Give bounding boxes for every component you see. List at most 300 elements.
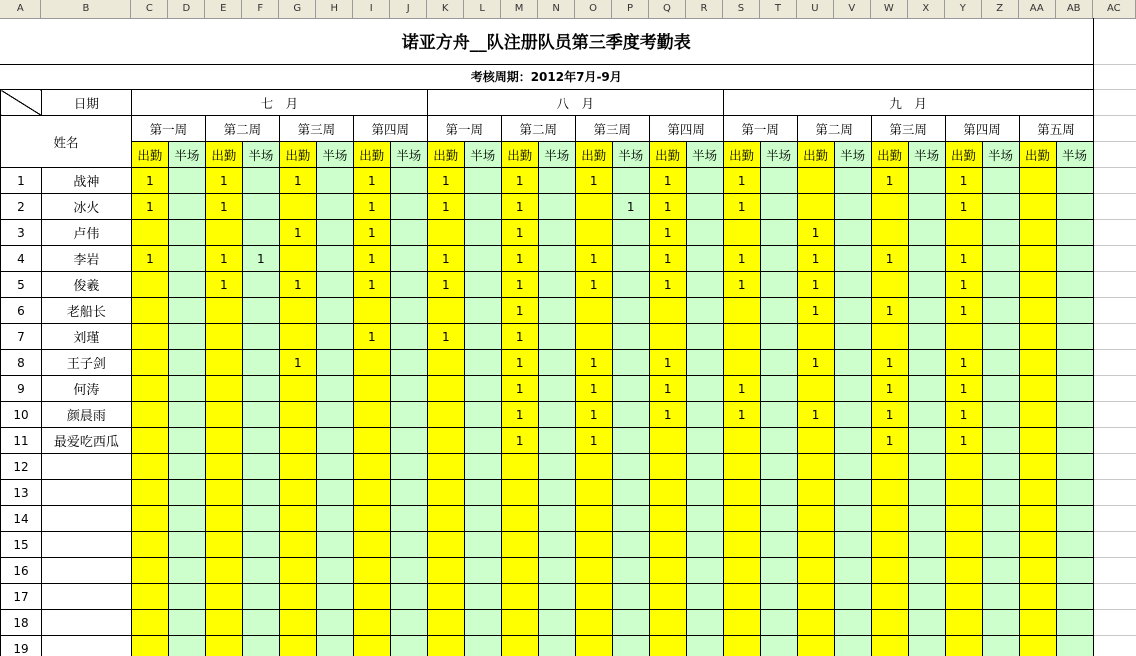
present-cell[interactable] — [427, 298, 464, 324]
present-cell[interactable]: 1 — [501, 428, 538, 454]
present-cell[interactable]: 1 — [205, 168, 242, 194]
half-cell[interactable] — [686, 246, 723, 272]
week-header[interactable]: 第三周 — [279, 116, 353, 142]
column-header-f[interactable]: F — [242, 0, 279, 18]
present-cell[interactable]: 1 — [279, 220, 316, 246]
half-cell[interactable] — [760, 636, 797, 656]
cell-ac[interactable] — [1093, 454, 1136, 480]
present-cell[interactable] — [1019, 402, 1056, 428]
half-cell[interactable] — [168, 324, 205, 350]
half-cell[interactable] — [242, 194, 279, 220]
cell-ac[interactable] — [1093, 142, 1136, 168]
half-cell[interactable] — [982, 194, 1019, 220]
half-cell[interactable] — [908, 506, 945, 532]
half-cell[interactable] — [612, 480, 649, 506]
cell-ac[interactable] — [1093, 480, 1136, 506]
present-header[interactable]: 出勤 — [279, 142, 316, 168]
row-number[interactable]: 6 — [1, 298, 42, 324]
present-cell[interactable] — [871, 220, 908, 246]
present-cell[interactable] — [131, 298, 168, 324]
half-cell[interactable] — [168, 428, 205, 454]
member-name[interactable] — [41, 454, 131, 480]
present-cell[interactable]: 1 — [427, 194, 464, 220]
present-cell[interactable] — [723, 506, 760, 532]
cell-ac[interactable] — [1093, 194, 1136, 220]
present-cell[interactable] — [205, 610, 242, 636]
present-cell[interactable] — [131, 454, 168, 480]
cell-ac[interactable] — [1093, 428, 1136, 454]
present-cell[interactable] — [131, 506, 168, 532]
present-cell[interactable] — [649, 584, 686, 610]
present-cell[interactable] — [1019, 558, 1056, 584]
date-label[interactable]: 日期 — [41, 90, 131, 116]
half-cell[interactable] — [538, 324, 575, 350]
half-cell[interactable] — [390, 428, 427, 454]
name-label[interactable]: 姓名 — [1, 116, 132, 168]
present-cell[interactable] — [131, 272, 168, 298]
present-cell[interactable] — [945, 636, 982, 656]
half-cell[interactable] — [760, 402, 797, 428]
half-cell[interactable] — [316, 584, 353, 610]
present-cell[interactable] — [501, 532, 538, 558]
present-cell[interactable]: 1 — [871, 402, 908, 428]
week-header[interactable]: 第一周 — [427, 116, 501, 142]
row-number[interactable]: 15 — [1, 532, 42, 558]
half-cell[interactable] — [390, 220, 427, 246]
present-cell[interactable] — [427, 350, 464, 376]
half-header[interactable]: 半场 — [760, 142, 797, 168]
half-cell[interactable] — [464, 220, 501, 246]
column-header-n[interactable]: N — [538, 0, 575, 18]
present-cell[interactable] — [871, 506, 908, 532]
half-cell[interactable] — [686, 454, 723, 480]
present-cell[interactable]: 1 — [279, 272, 316, 298]
half-cell[interactable] — [982, 532, 1019, 558]
half-cell[interactable] — [834, 298, 871, 324]
half-cell[interactable] — [242, 272, 279, 298]
present-cell[interactable] — [575, 532, 612, 558]
half-cell[interactable] — [168, 246, 205, 272]
present-cell[interactable] — [1019, 272, 1056, 298]
half-cell[interactable] — [908, 220, 945, 246]
present-cell[interactable] — [871, 272, 908, 298]
half-cell[interactable] — [982, 454, 1019, 480]
present-cell[interactable] — [205, 532, 242, 558]
half-cell[interactable] — [242, 636, 279, 656]
half-cell[interactable] — [242, 558, 279, 584]
half-cell[interactable] — [908, 454, 945, 480]
half-cell[interactable] — [1056, 194, 1093, 220]
column-header-h[interactable]: H — [316, 0, 353, 18]
half-cell[interactable] — [1056, 324, 1093, 350]
present-cell[interactable] — [871, 610, 908, 636]
present-cell[interactable] — [279, 480, 316, 506]
present-cell[interactable]: 1 — [945, 428, 982, 454]
cell-ac[interactable] — [1093, 220, 1136, 246]
half-cell[interactable] — [464, 402, 501, 428]
present-cell[interactable]: 1 — [649, 350, 686, 376]
present-cell[interactable]: 1 — [575, 272, 612, 298]
half-cell[interactable] — [390, 272, 427, 298]
present-cell[interactable] — [131, 532, 168, 558]
half-cell[interactable] — [390, 194, 427, 220]
half-header[interactable]: 半场 — [834, 142, 871, 168]
present-cell[interactable] — [427, 610, 464, 636]
present-cell[interactable]: 1 — [575, 428, 612, 454]
present-cell[interactable] — [797, 194, 834, 220]
column-header-b[interactable]: B — [41, 0, 131, 18]
half-cell[interactable] — [686, 610, 723, 636]
month-header-7[interactable]: 七 月 — [131, 90, 427, 116]
half-cell[interactable] — [612, 584, 649, 610]
half-cell[interactable] — [982, 636, 1019, 656]
row-number[interactable]: 17 — [1, 584, 42, 610]
week-header[interactable]: 第一周 — [723, 116, 797, 142]
half-cell[interactable] — [390, 168, 427, 194]
row-number[interactable]: 12 — [1, 454, 42, 480]
half-cell[interactable] — [390, 324, 427, 350]
present-header[interactable]: 出勤 — [575, 142, 612, 168]
half-cell[interactable] — [168, 506, 205, 532]
half-header[interactable]: 半场 — [168, 142, 205, 168]
row-number[interactable]: 7 — [1, 324, 42, 350]
half-cell[interactable] — [242, 376, 279, 402]
half-cell[interactable] — [242, 610, 279, 636]
half-cell[interactable] — [834, 194, 871, 220]
present-cell[interactable] — [797, 454, 834, 480]
present-cell[interactable]: 1 — [501, 402, 538, 428]
present-cell[interactable] — [279, 454, 316, 480]
member-name[interactable] — [41, 636, 131, 656]
half-header[interactable]: 半场 — [1056, 142, 1093, 168]
half-cell[interactable] — [1056, 298, 1093, 324]
half-cell[interactable] — [538, 272, 575, 298]
half-cell[interactable] — [464, 194, 501, 220]
present-cell[interactable] — [649, 636, 686, 656]
present-cell[interactable]: 1 — [797, 246, 834, 272]
half-cell[interactable] — [464, 298, 501, 324]
half-cell[interactable] — [908, 168, 945, 194]
present-cell[interactable] — [945, 480, 982, 506]
present-cell[interactable] — [575, 454, 612, 480]
half-cell[interactable] — [168, 168, 205, 194]
half-cell[interactable] — [316, 454, 353, 480]
present-cell[interactable] — [797, 324, 834, 350]
half-cell[interactable] — [242, 454, 279, 480]
present-cell[interactable] — [501, 506, 538, 532]
half-cell[interactable] — [464, 584, 501, 610]
half-cell[interactable] — [464, 532, 501, 558]
half-cell[interactable] — [538, 194, 575, 220]
half-cell[interactable] — [982, 220, 1019, 246]
present-cell[interactable] — [427, 506, 464, 532]
present-cell[interactable]: 1 — [501, 220, 538, 246]
half-cell[interactable] — [686, 298, 723, 324]
present-cell[interactable] — [427, 532, 464, 558]
half-cell[interactable] — [760, 168, 797, 194]
present-cell[interactable] — [205, 324, 242, 350]
present-cell[interactable] — [205, 454, 242, 480]
present-cell[interactable] — [1019, 532, 1056, 558]
present-cell[interactable] — [205, 402, 242, 428]
half-cell[interactable] — [982, 402, 1019, 428]
member-name[interactable]: 老船长 — [41, 298, 131, 324]
present-header[interactable]: 出勤 — [871, 142, 908, 168]
week-header[interactable]: 第二周 — [205, 116, 279, 142]
half-cell[interactable] — [686, 376, 723, 402]
column-header-i[interactable]: I — [353, 0, 390, 18]
half-cell[interactable] — [612, 246, 649, 272]
half-cell[interactable] — [1056, 558, 1093, 584]
half-cell[interactable] — [316, 246, 353, 272]
present-header[interactable]: 出勤 — [797, 142, 834, 168]
cell-ac[interactable] — [1093, 636, 1136, 656]
half-cell[interactable] — [538, 480, 575, 506]
half-cell[interactable] — [908, 298, 945, 324]
present-cell[interactable] — [945, 220, 982, 246]
half-cell[interactable] — [316, 428, 353, 454]
present-cell[interactable] — [353, 480, 390, 506]
half-cell[interactable] — [982, 168, 1019, 194]
column-header-c[interactable]: C — [131, 0, 168, 18]
cell-ac[interactable] — [1093, 376, 1136, 402]
half-cell[interactable] — [168, 272, 205, 298]
half-cell[interactable] — [242, 584, 279, 610]
half-cell[interactable] — [464, 246, 501, 272]
half-cell[interactable] — [834, 324, 871, 350]
column-header-r[interactable]: R — [685, 0, 722, 18]
present-cell[interactable] — [205, 480, 242, 506]
half-cell[interactable] — [760, 532, 797, 558]
half-cell[interactable] — [1056, 220, 1093, 246]
present-cell[interactable] — [649, 454, 686, 480]
present-cell[interactable] — [723, 610, 760, 636]
present-cell[interactable] — [205, 506, 242, 532]
present-cell[interactable]: 1 — [353, 194, 390, 220]
present-cell[interactable]: 1 — [501, 298, 538, 324]
half-cell[interactable] — [834, 272, 871, 298]
half-cell[interactable] — [538, 246, 575, 272]
present-cell[interactable] — [501, 454, 538, 480]
member-name[interactable] — [41, 532, 131, 558]
present-cell[interactable] — [353, 428, 390, 454]
half-cell[interactable] — [612, 454, 649, 480]
present-cell[interactable]: 1 — [131, 194, 168, 220]
column-header-e[interactable]: E — [205, 0, 242, 18]
present-cell[interactable] — [945, 506, 982, 532]
present-cell[interactable] — [131, 350, 168, 376]
present-cell[interactable] — [279, 506, 316, 532]
present-cell[interactable]: 1 — [723, 194, 760, 220]
present-cell[interactable]: 1 — [427, 168, 464, 194]
present-cell[interactable] — [797, 532, 834, 558]
cell-ac[interactable] — [1093, 584, 1136, 610]
present-cell[interactable]: 1 — [945, 246, 982, 272]
present-cell[interactable] — [205, 584, 242, 610]
half-cell[interactable] — [834, 220, 871, 246]
present-cell[interactable] — [427, 402, 464, 428]
present-cell[interactable] — [205, 298, 242, 324]
half-cell[interactable] — [316, 532, 353, 558]
present-cell[interactable] — [649, 324, 686, 350]
present-cell[interactable] — [575, 324, 612, 350]
half-cell[interactable] — [242, 220, 279, 246]
present-cell[interactable]: 1 — [945, 298, 982, 324]
present-cell[interactable]: 1 — [871, 246, 908, 272]
present-cell[interactable] — [501, 636, 538, 656]
present-cell[interactable]: 1 — [797, 272, 834, 298]
half-cell[interactable] — [982, 350, 1019, 376]
row-number[interactable]: 9 — [1, 376, 42, 402]
half-cell[interactable] — [908, 402, 945, 428]
present-header[interactable]: 出勤 — [1019, 142, 1056, 168]
column-header-x[interactable]: X — [907, 0, 944, 18]
present-cell[interactable]: 1 — [945, 376, 982, 402]
half-cell[interactable] — [168, 402, 205, 428]
present-header[interactable]: 出勤 — [427, 142, 464, 168]
present-cell[interactable] — [945, 324, 982, 350]
week-header[interactable]: 第五周 — [1019, 116, 1093, 142]
half-cell[interactable] — [464, 480, 501, 506]
present-cell[interactable] — [1019, 584, 1056, 610]
half-cell[interactable] — [686, 350, 723, 376]
half-cell[interactable] — [242, 480, 279, 506]
present-cell[interactable] — [1019, 506, 1056, 532]
half-cell[interactable] — [760, 584, 797, 610]
half-cell[interactable] — [982, 246, 1019, 272]
present-cell[interactable]: 1 — [871, 428, 908, 454]
half-cell[interactable] — [1056, 480, 1093, 506]
half-cell[interactable] — [538, 168, 575, 194]
present-cell[interactable] — [1019, 480, 1056, 506]
present-cell[interactable] — [649, 610, 686, 636]
present-cell[interactable]: 1 — [797, 298, 834, 324]
half-cell[interactable] — [982, 428, 1019, 454]
column-header-v[interactable]: V — [833, 0, 870, 18]
present-cell[interactable] — [575, 194, 612, 220]
cell-ac[interactable] — [1093, 506, 1136, 532]
present-cell[interactable] — [723, 584, 760, 610]
column-header-l[interactable]: L — [464, 0, 501, 18]
half-cell[interactable] — [686, 220, 723, 246]
member-name[interactable]: 冰火 — [41, 194, 131, 220]
half-cell[interactable] — [168, 376, 205, 402]
half-cell[interactable] — [760, 350, 797, 376]
half-cell[interactable] — [1056, 246, 1093, 272]
present-cell[interactable] — [501, 584, 538, 610]
diagonal-header-cell[interactable] — [1, 90, 42, 116]
half-cell[interactable] — [316, 168, 353, 194]
half-cell[interactable] — [1056, 168, 1093, 194]
half-cell[interactable] — [464, 636, 501, 656]
present-cell[interactable]: 1 — [205, 246, 242, 272]
half-cell[interactable] — [390, 350, 427, 376]
week-header[interactable]: 第一周 — [131, 116, 205, 142]
half-cell[interactable] — [612, 376, 649, 402]
present-cell[interactable] — [1019, 324, 1056, 350]
present-cell[interactable]: 1 — [501, 194, 538, 220]
half-cell[interactable] — [464, 272, 501, 298]
present-cell[interactable] — [945, 454, 982, 480]
present-cell[interactable] — [797, 480, 834, 506]
half-cell[interactable] — [760, 246, 797, 272]
half-cell[interactable] — [538, 376, 575, 402]
half-cell[interactable] — [686, 168, 723, 194]
present-cell[interactable] — [871, 454, 908, 480]
half-cell[interactable] — [612, 298, 649, 324]
cell-ac[interactable] — [1093, 324, 1136, 350]
half-header[interactable]: 半场 — [612, 142, 649, 168]
present-cell[interactable] — [723, 558, 760, 584]
half-cell[interactable] — [834, 610, 871, 636]
row-number[interactable]: 1 — [1, 168, 42, 194]
present-cell[interactable] — [945, 558, 982, 584]
present-cell[interactable]: 1 — [871, 298, 908, 324]
column-header-m[interactable]: M — [501, 0, 538, 18]
member-name[interactable] — [41, 506, 131, 532]
cell-ac[interactable] — [1093, 350, 1136, 376]
half-cell[interactable] — [390, 402, 427, 428]
half-cell[interactable] — [168, 480, 205, 506]
half-cell[interactable] — [168, 532, 205, 558]
row-number[interactable]: 18 — [1, 610, 42, 636]
present-cell[interactable] — [279, 532, 316, 558]
present-cell[interactable]: 1 — [131, 246, 168, 272]
present-cell[interactable] — [427, 454, 464, 480]
present-cell[interactable]: 1 — [353, 168, 390, 194]
present-cell[interactable]: 1 — [501, 324, 538, 350]
half-cell[interactable] — [982, 506, 1019, 532]
present-cell[interactable] — [1019, 636, 1056, 656]
member-name[interactable]: 王子剑 — [41, 350, 131, 376]
present-cell[interactable]: 1 — [797, 220, 834, 246]
present-cell[interactable] — [205, 636, 242, 656]
column-header-ab[interactable]: AB — [1055, 0, 1092, 18]
present-cell[interactable] — [279, 610, 316, 636]
present-cell[interactable] — [871, 584, 908, 610]
half-cell[interactable] — [686, 194, 723, 220]
half-cell[interactable] — [1056, 402, 1093, 428]
present-cell[interactable] — [353, 584, 390, 610]
half-cell[interactable] — [982, 610, 1019, 636]
present-cell[interactable] — [1019, 428, 1056, 454]
half-cell[interactable] — [538, 428, 575, 454]
present-cell[interactable]: 1 — [427, 324, 464, 350]
half-cell[interactable] — [908, 272, 945, 298]
half-cell[interactable] — [168, 636, 205, 656]
half-cell[interactable] — [390, 376, 427, 402]
half-cell[interactable] — [1056, 532, 1093, 558]
cell-ac[interactable] — [1093, 532, 1136, 558]
present-cell[interactable] — [797, 506, 834, 532]
present-cell[interactable]: 1 — [723, 272, 760, 298]
present-cell[interactable]: 1 — [945, 350, 982, 376]
column-header-j[interactable]: J — [390, 0, 427, 18]
column-header-w[interactable]: W — [870, 0, 907, 18]
half-cell[interactable] — [538, 402, 575, 428]
present-cell[interactable] — [871, 480, 908, 506]
column-header-aa[interactable]: AA — [1018, 0, 1055, 18]
column-header-y[interactable]: Y — [944, 0, 981, 18]
half-cell[interactable] — [464, 506, 501, 532]
present-cell[interactable] — [501, 558, 538, 584]
present-cell[interactable] — [649, 558, 686, 584]
row-number[interactable]: 14 — [1, 506, 42, 532]
present-cell[interactable]: 1 — [575, 246, 612, 272]
half-cell[interactable] — [834, 168, 871, 194]
half-cell[interactable]: 1 — [612, 194, 649, 220]
row-number[interactable]: 8 — [1, 350, 42, 376]
